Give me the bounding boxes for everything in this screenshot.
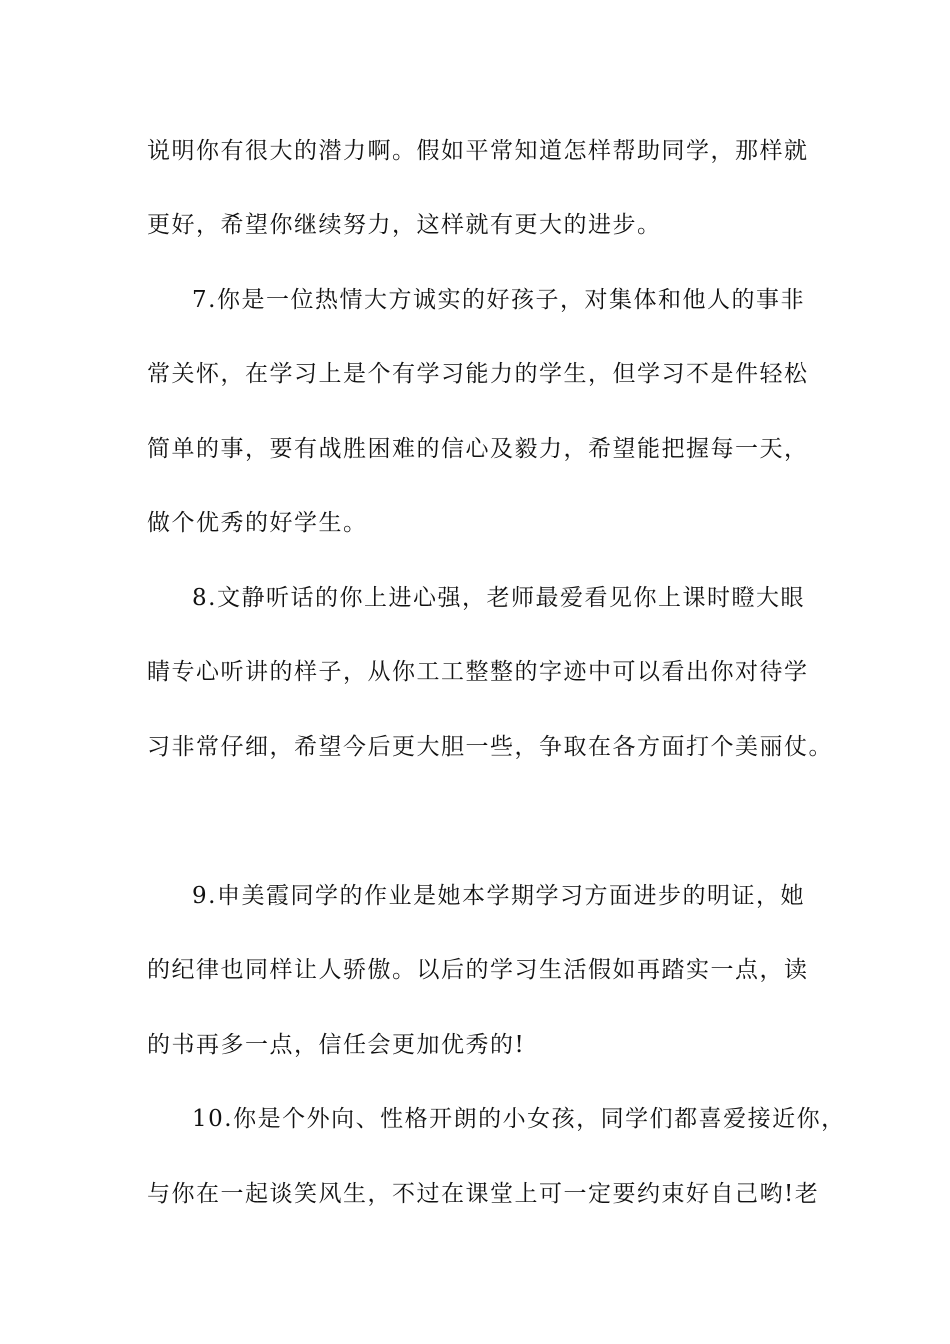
text-line: 与你在一起谈笑风生，不过在课堂上可一定要约束好自己哟!老 bbox=[147, 1181, 820, 1207]
paragraph-8-start: 8.文静听话的你上进心强，老师最爱看见你上课时瞪大眼 bbox=[192, 585, 805, 611]
text-line: 的书再多一点，信任会更加优秀的! bbox=[147, 1032, 526, 1058]
text-line: 更好，希望你继续努力，这样就有更大的进步。 bbox=[147, 212, 662, 238]
text-line: 做个优秀的好学生。 bbox=[147, 510, 368, 536]
text-line: 说明你有很大的潜力啊。假如平常知道怎样帮助同学，那样就 bbox=[147, 138, 809, 164]
text-line: 的纪律也同样让人骄傲。以后的学习生活假如再踏实一点，读 bbox=[147, 957, 809, 983]
paragraph-7-start: 7.你是一位热情大方诚实的好孩子，对集体和他人的事非 bbox=[192, 287, 805, 313]
paragraph-9-start: 9.申美霞同学的作业是她本学期学习方面进步的明证，她 bbox=[192, 883, 805, 909]
text-line: 常关怀，在学习上是个有学习能力的学生，但学习不是件轻松 bbox=[147, 361, 809, 387]
text-line: 习非常仔细，希望今后更大胆一些，争取在各方面打个美丽仗。 bbox=[147, 734, 833, 760]
text-line: 简单的事，要有战胜困难的信心及毅力，希望能把握每一天， bbox=[147, 436, 809, 462]
text-line: 睛专心听讲的样子，从你工工整整的字迹中可以看出你对待学 bbox=[147, 659, 809, 685]
paragraph-10-start: 10.你是个外向、性格开朗的小女孩，同学们都喜爱接近你， bbox=[192, 1106, 846, 1132]
